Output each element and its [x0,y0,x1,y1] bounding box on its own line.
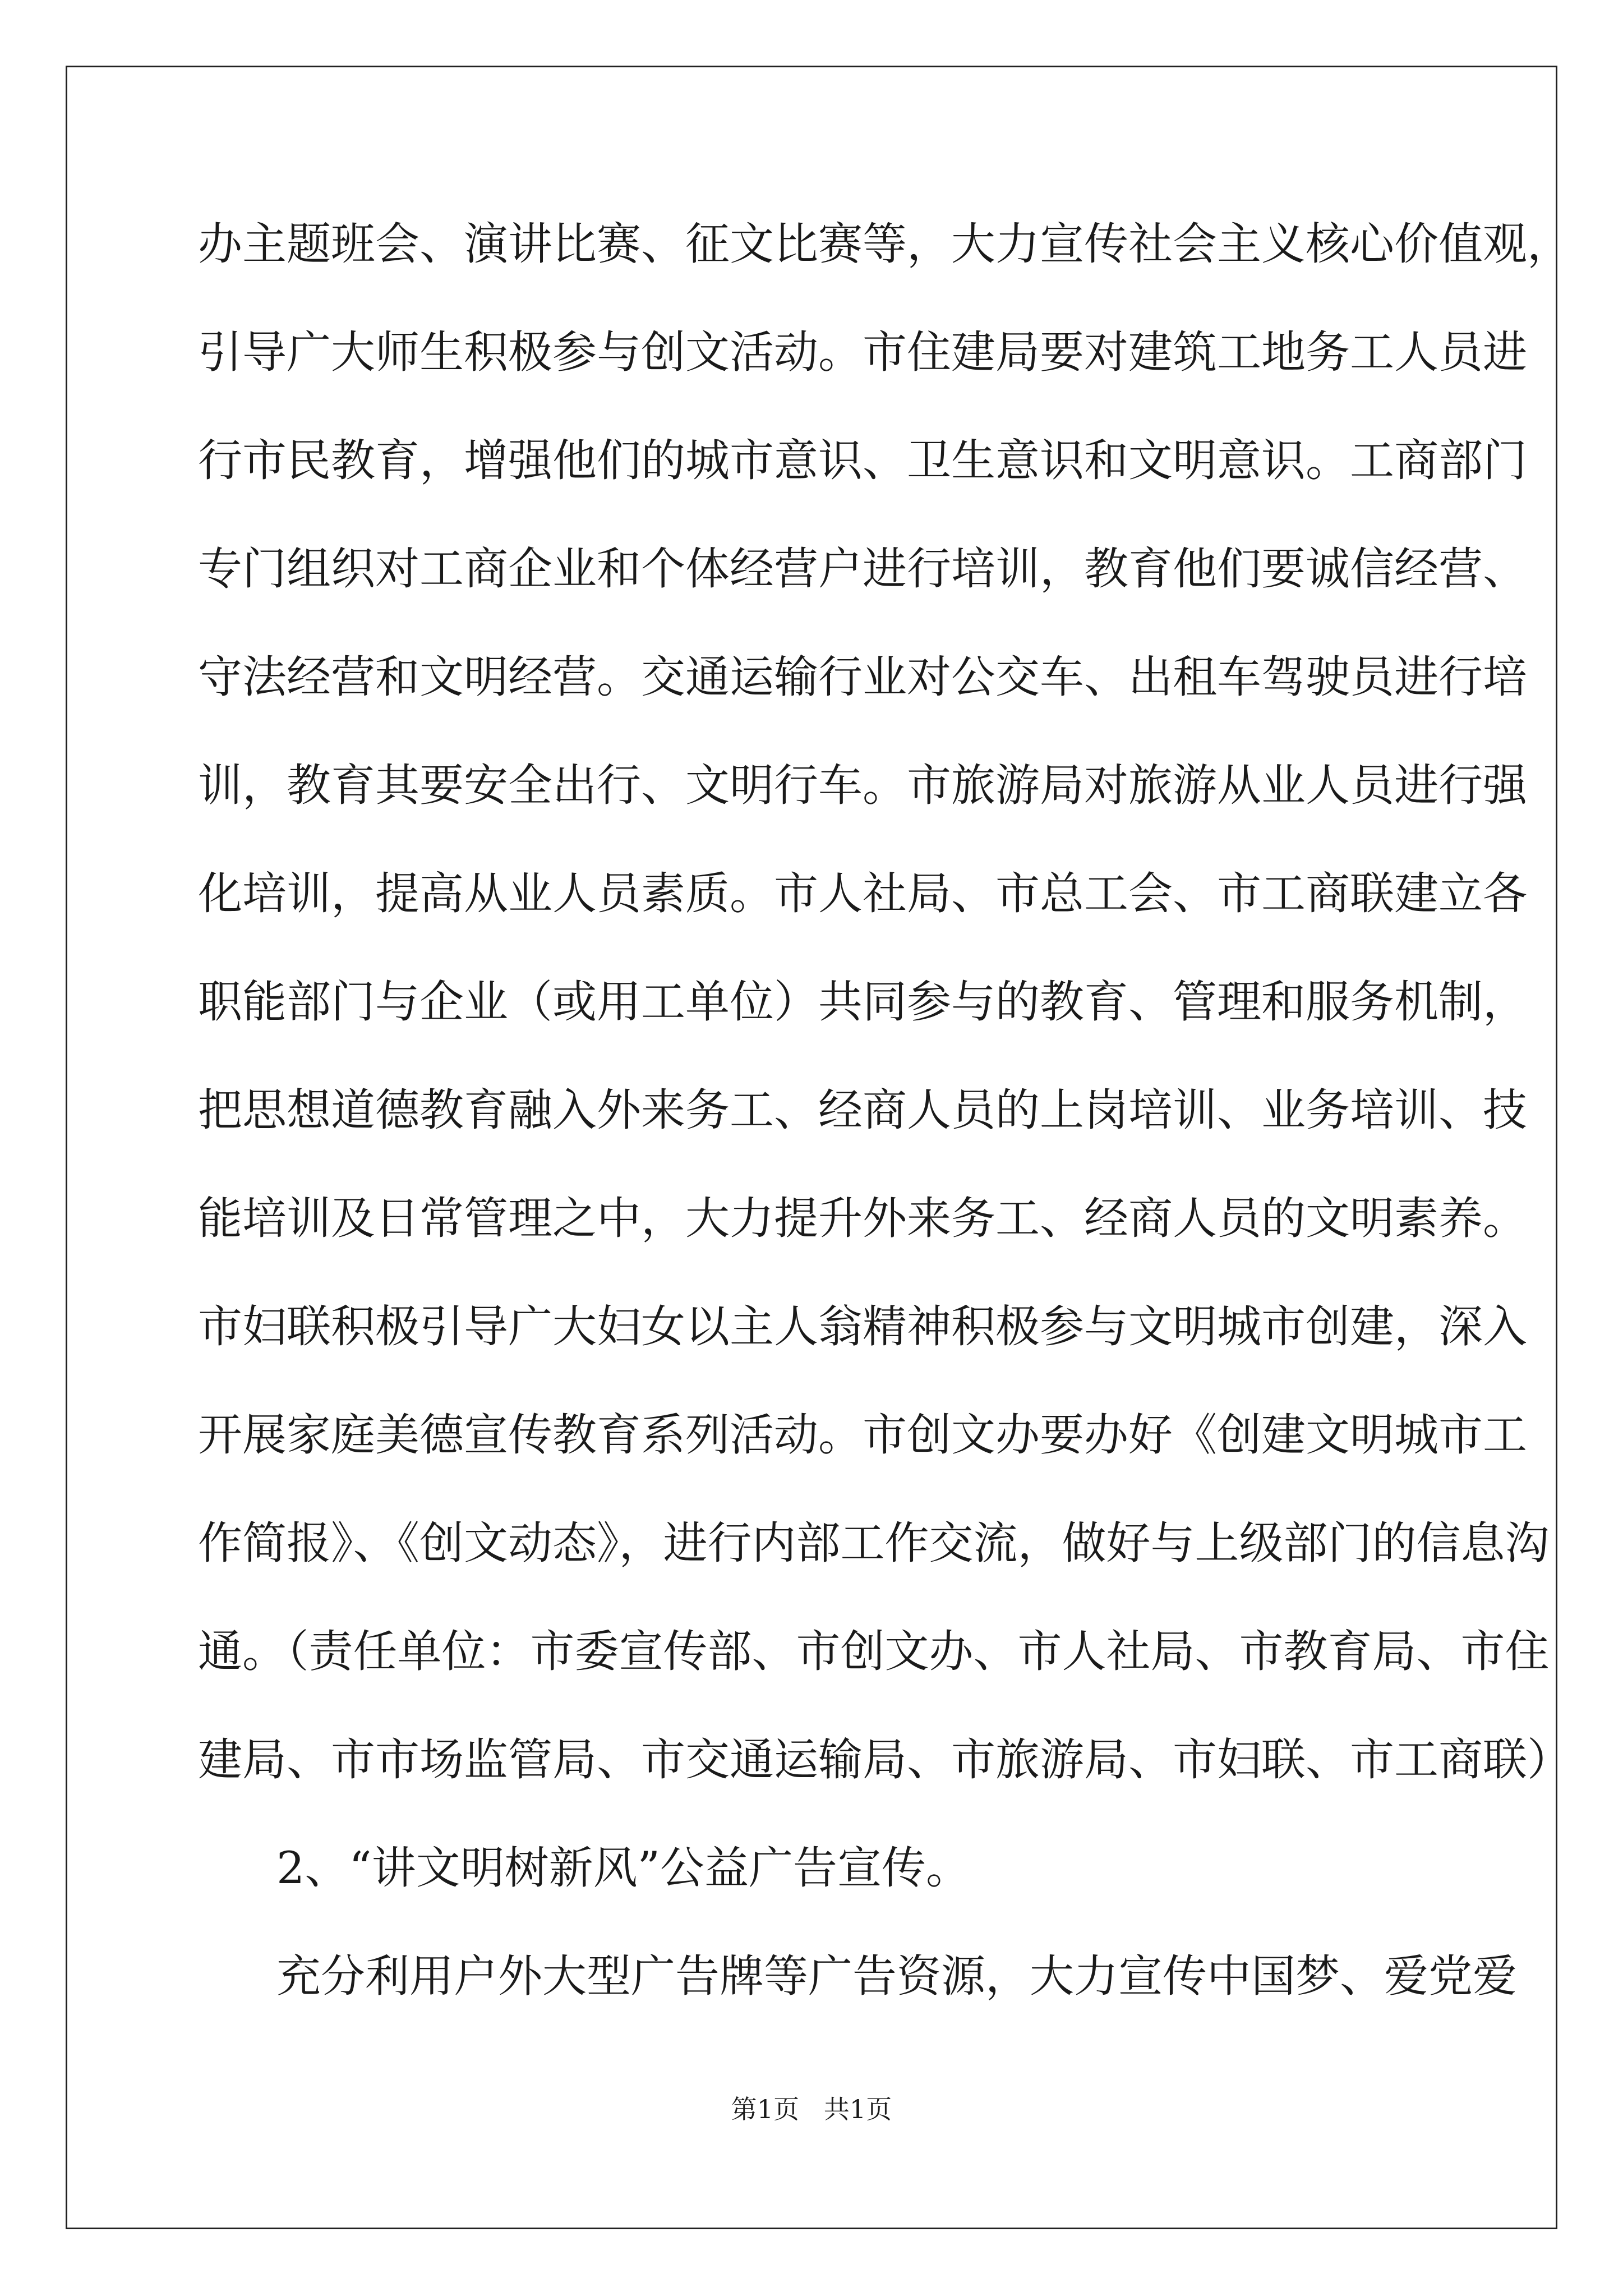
paragraph-line: 开展家庭美德宣传教育系列活动。市创文办要办好《创建文明城市工 [198,1409,1527,1461]
paragraph-line: 能培训及日常管理之中，大力提升外来务工、经商人员的文明素养。 [198,1193,1527,1244]
paragraph-line: 办主题班会、演讲比赛、征文比赛等，大力宣传社会主义核心价值观， [198,218,1571,270]
paragraph-line: 充分利用户外大型广告牌等广告资源，大力宣传中国梦、爱党爱 [276,1950,1517,2002]
page-footer: 第1页 共1页 [731,2094,892,2124]
paragraph-line: 引导广大师生积极参与创文活动。市住建局要对建筑工地务工人员进 [198,326,1527,378]
paragraph-line: 把思想道德教育融入外来务工、经商人员的上岗培训、业务培训、技 [198,1084,1527,1136]
section-heading: 2、“讲文明树新风”公益广告宣传。 [276,1842,971,1894]
paragraph-line: 训，教育其要安全出行、文明行车。市旅游局对旅游从业人员进行强 [198,760,1527,811]
paragraph-line: 市妇联积极引导广大妇女以主人翁精神积极参与文明城市创建，深入 [198,1301,1527,1352]
paragraph-line: 专门组织对工商企业和个体经营户进行培训，教育他们要诚信经营、 [198,543,1527,595]
paragraph-line: 通。（责任单位：市委宣传部、市创文办、市人社局、市教育局、市住 [198,1626,1550,1677]
paragraph-line: 守法经营和文明经营。交通运输行业对公交车、出租车驾驶员进行培 [198,651,1527,703]
paragraph-line: 作简报》、《创文动态》，进行内部工作交流，做好与上级部门的信息沟 [198,1517,1550,1569]
paragraph-line: 职能部门与企业（或用工单位）共同参与的教育、管理和服务机制， [198,976,1527,1028]
paragraph-line: 行市民教育，增强他们的城市意识、卫生意识和文明意识。工商部门 [198,435,1527,486]
paragraph-line: 化培训，提高从业人员素质。市人社局、市总工会、市工商联建立各 [198,868,1527,919]
paragraph-line: 建局、市市场监管局、市交通运输局、市旅游局、市妇联、市工商联） [198,1734,1571,1786]
page-border [66,66,1571,2229]
